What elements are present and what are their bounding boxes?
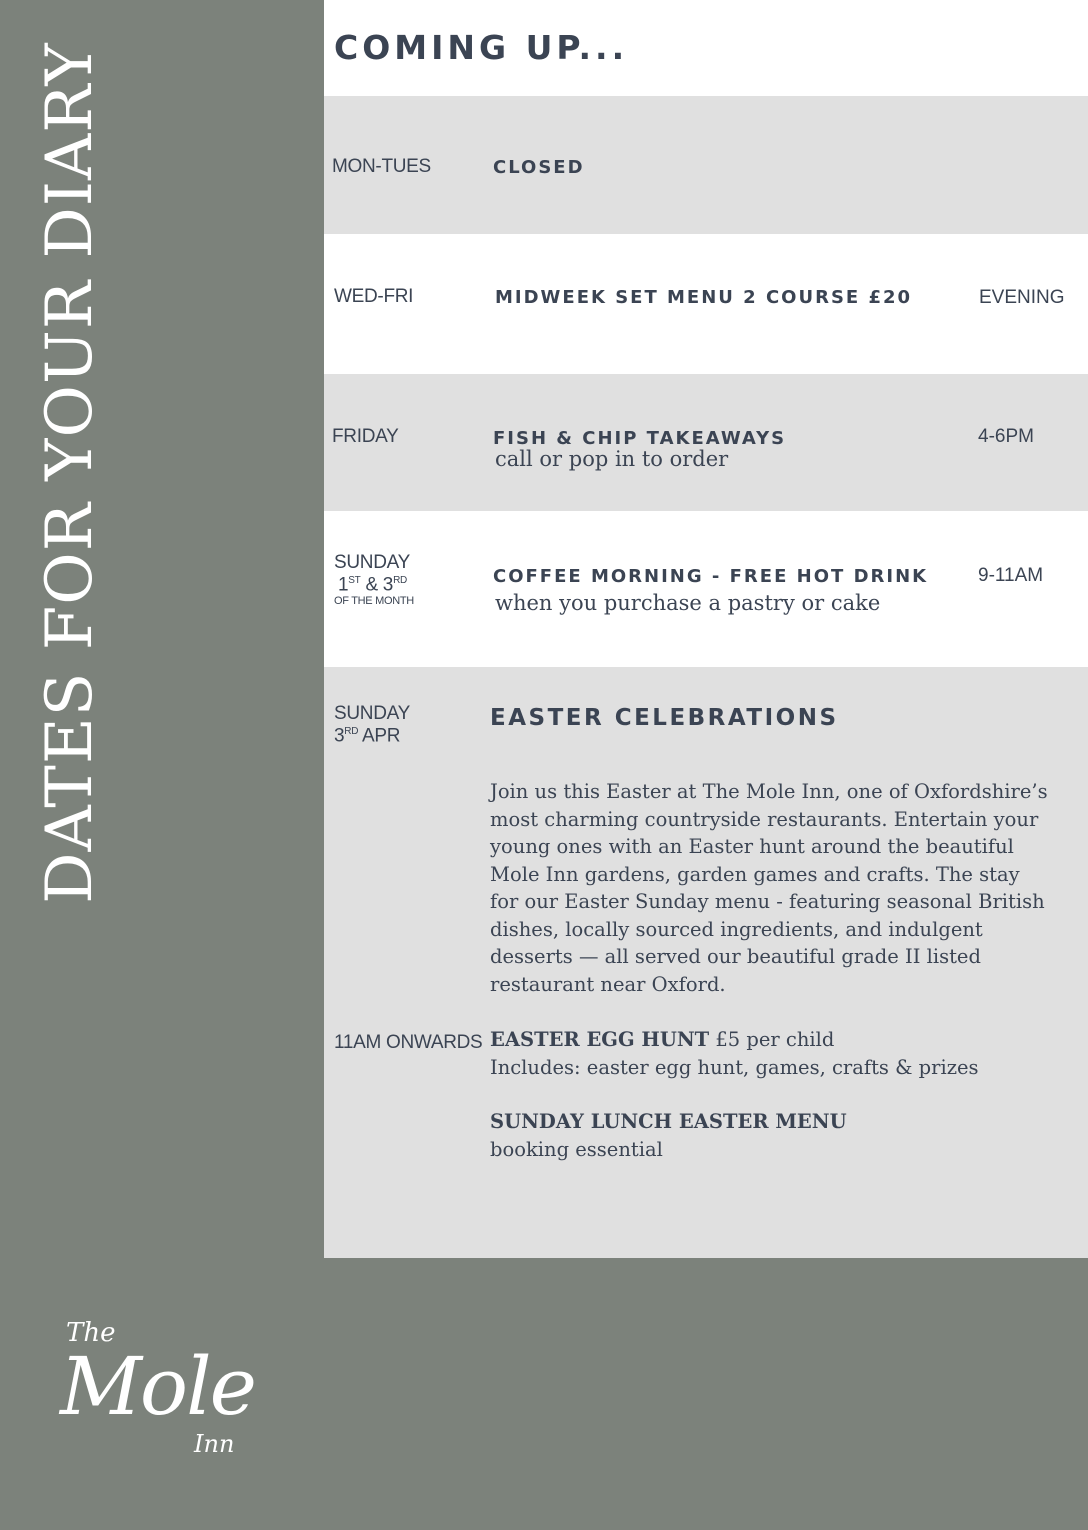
event-title: MIDWEEK SET MENU 2 COURSE £20 (495, 287, 913, 308)
egg-hunt-detail: Includes: easter egg hunt, games, crafts & prizes (490, 1056, 979, 1079)
event-day: SUNDAY 1ST & 3RD OF THE MONTH (334, 552, 414, 608)
event-time: EVENING (979, 287, 1065, 308)
events-panel (324, 0, 1088, 1258)
event-subtitle: when you purchase a pastry or cake (495, 591, 881, 615)
event-row-closed (324, 96, 1088, 234)
event-day: MON-TUES (332, 156, 431, 177)
event-day: FRIDAY (332, 426, 399, 447)
event-row-fish-chips (324, 374, 1088, 511)
event-time: 11AM ONWARDS (334, 1032, 483, 1053)
lunch-detail: booking essential (490, 1138, 663, 1161)
lunch-line: SUNDAY LUNCH EASTER MENU (490, 1110, 847, 1133)
page-title: COMING UP... (334, 28, 629, 67)
event-title: EASTER CELEBRATIONS (490, 705, 839, 731)
event-row-coffee-morning (324, 511, 1088, 667)
logo-mole: Mole (60, 1340, 256, 1433)
event-time: 4-6PM (978, 426, 1034, 447)
sidebar-title: DATES FOR YOUR DIARY (33, 42, 107, 904)
egg-hunt-line: EASTER EGG HUNT £5 per child (490, 1028, 835, 1051)
event-subtitle: call or pop in to order (495, 447, 729, 471)
event-time: 9-11AM (978, 565, 1044, 586)
event-day: WED-FRI (334, 286, 414, 307)
event-day: SUNDAY 3RD APR (334, 703, 410, 747)
event-title: COFFEE MORNING - FREE HOT DRINK (493, 566, 929, 587)
mole-inn-logo (60, 1318, 256, 1468)
event-description: Join us this Easter at The Mole Inn, one of Oxfordshire’s most charming countryside restaurants. Entertain your young ones with an Easter hunt around the beautiful Mole Inn gardens, garden games and crafts. The stay for our Easter Sunday menu - featuring seasonal British dishes, locally sourced ingredients, and indulgent desserts — all served our beautiful grade II listed restaurant near Oxford. (490, 780, 1048, 996)
logo-inn: Inn (194, 1430, 235, 1458)
panel-header (324, 0, 1088, 96)
event-row-easter (324, 667, 1088, 1258)
event-title: FISH & CHIP TAKEAWAYS (493, 428, 787, 449)
event-row-midweek (324, 234, 1088, 374)
logo-the: The (66, 1318, 116, 1348)
event-title: CLOSED (493, 157, 585, 178)
